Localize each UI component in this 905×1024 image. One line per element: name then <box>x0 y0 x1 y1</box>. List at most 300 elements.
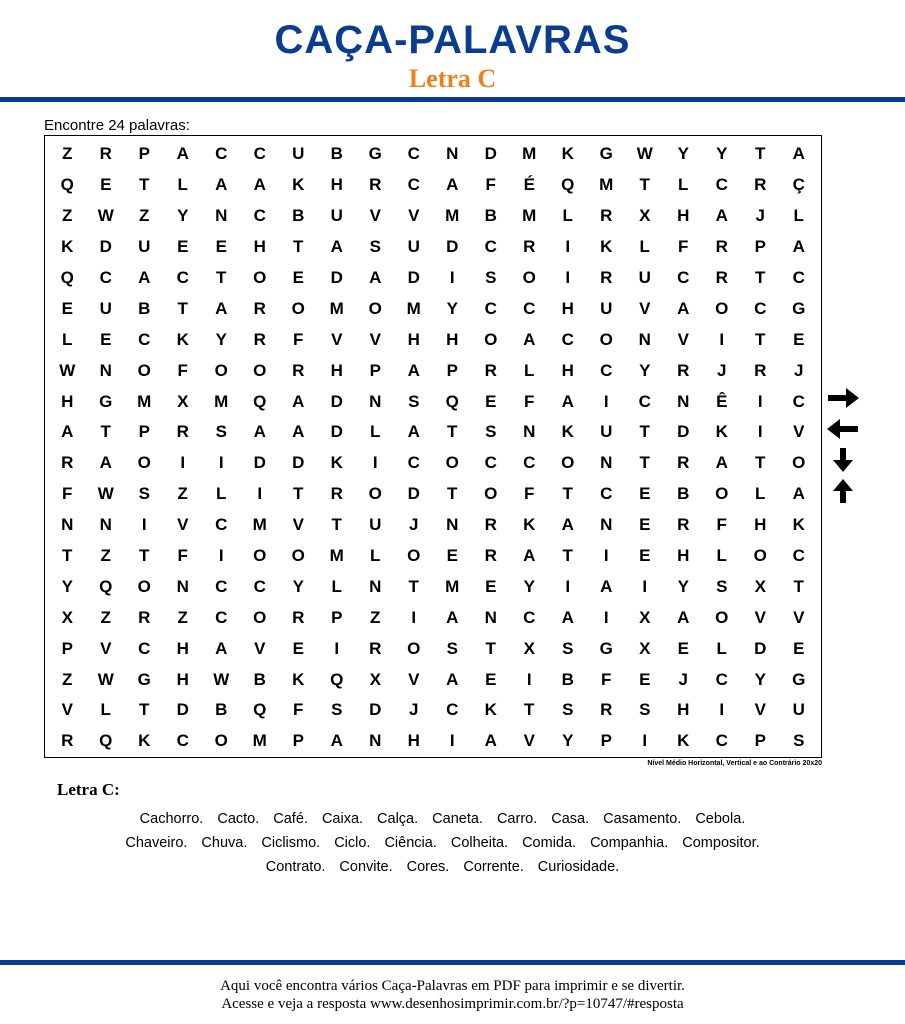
grid-letter[interactable]: H <box>561 298 574 318</box>
grid-letter[interactable]: N <box>523 422 536 442</box>
grid-letter[interactable]: T <box>562 546 573 566</box>
grid-letter[interactable]: Z <box>62 669 73 689</box>
grid-letter[interactable]: D <box>292 453 305 473</box>
grid-letter[interactable]: D <box>446 237 459 257</box>
grid-letter[interactable]: N <box>369 391 382 411</box>
grid-letter[interactable]: O <box>253 360 267 380</box>
grid-letter[interactable]: E <box>677 638 689 658</box>
grid-letter[interactable]: I <box>372 453 378 473</box>
grid-letter[interactable]: R <box>715 237 728 257</box>
grid-letter[interactable]: N <box>99 360 112 380</box>
grid-letter[interactable]: A <box>407 360 420 380</box>
grid-letter[interactable]: P <box>754 237 766 257</box>
grid-letter[interactable]: R <box>253 329 266 349</box>
grid-letter[interactable]: T <box>755 453 766 473</box>
grid-letter[interactable]: O <box>214 360 228 380</box>
grid-letter[interactable]: R <box>61 731 74 751</box>
grid-letter[interactable]: M <box>522 144 537 164</box>
grid-letter[interactable]: Y <box>677 576 689 596</box>
grid-letter[interactable]: V <box>369 206 381 226</box>
grid-letter[interactable]: C <box>253 144 266 164</box>
grid-letter[interactable]: U <box>638 268 651 287</box>
grid-letter[interactable]: J <box>678 669 688 689</box>
grid-letter[interactable]: C <box>715 731 728 751</box>
grid-letter[interactable]: F <box>62 484 73 504</box>
grid-letter[interactable]: O <box>291 546 305 566</box>
grid-letter[interactable]: A <box>330 731 343 751</box>
grid-letter[interactable]: G <box>99 391 113 411</box>
grid-letter[interactable]: V <box>177 515 189 535</box>
grid-letter[interactable]: T <box>639 422 650 442</box>
grid-letter[interactable]: D <box>176 700 189 720</box>
grid-letter[interactable]: O <box>407 638 421 658</box>
grid-letter[interactable]: R <box>754 360 767 380</box>
grid-letter[interactable]: T <box>293 484 304 504</box>
grid-letter[interactable]: N <box>369 731 382 751</box>
grid-letter[interactable]: A <box>484 731 497 751</box>
grid-letter[interactable]: O <box>214 731 228 751</box>
grid-letter[interactable]: U <box>138 237 151 257</box>
grid-letter[interactable]: C <box>99 268 112 287</box>
grid-letter[interactable]: A <box>446 175 459 195</box>
grid-letter[interactable]: V <box>523 731 535 751</box>
grid-letter[interactable]: A <box>792 237 805 257</box>
grid-letter[interactable]: A <box>215 638 228 658</box>
grid-letter[interactable]: I <box>411 607 417 627</box>
grid-letter[interactable]: Q <box>60 268 74 287</box>
grid-letter[interactable]: K <box>561 422 574 442</box>
grid-letter[interactable]: C <box>215 144 228 164</box>
grid-letter[interactable]: E <box>485 669 497 689</box>
grid-letter[interactable]: X <box>754 576 766 596</box>
grid-letter[interactable]: O <box>484 484 498 504</box>
grid-letter[interactable]: C <box>215 576 228 596</box>
grid-letter[interactable]: G <box>368 144 382 164</box>
grid-letter[interactable]: H <box>677 546 690 566</box>
grid-letter[interactable]: Z <box>139 206 150 226</box>
grid-letter[interactable]: D <box>330 422 343 442</box>
grid-letter[interactable]: Z <box>62 144 73 164</box>
grid-letter[interactable]: T <box>331 515 342 535</box>
grid-letter[interactable]: M <box>329 546 344 566</box>
grid-letter[interactable]: O <box>137 576 151 596</box>
grid-letter[interactable]: K <box>715 422 728 442</box>
grid-letter[interactable]: P <box>369 360 381 380</box>
grid-letter[interactable]: Z <box>62 206 73 226</box>
grid-letter[interactable]: L <box>793 206 804 226</box>
grid-letter[interactable]: I <box>757 422 763 442</box>
grid-letter[interactable]: G <box>792 298 806 318</box>
grid-letter[interactable]: S <box>485 268 497 287</box>
grid-letter[interactable]: Y <box>215 329 227 349</box>
grid-letter[interactable]: Y <box>639 360 651 380</box>
grid-letter[interactable]: K <box>61 237 74 257</box>
grid-letter[interactable]: F <box>177 360 188 380</box>
grid-letter[interactable]: L <box>100 700 111 720</box>
grid-letter[interactable]: W <box>97 669 114 689</box>
grid-letter[interactable]: R <box>677 515 690 535</box>
grid-letter[interactable]: C <box>253 206 266 226</box>
grid-letter[interactable]: C <box>215 515 228 535</box>
grid-letter[interactable]: R <box>600 700 613 720</box>
grid-letter[interactable]: W <box>59 360 76 380</box>
grid-letter[interactable]: G <box>599 638 613 658</box>
grid-letter[interactable]: L <box>716 546 727 566</box>
grid-letter[interactable]: N <box>446 515 459 535</box>
grid-letter[interactable]: T <box>755 329 766 349</box>
grid-letter[interactable]: N <box>215 206 228 226</box>
grid-letter[interactable]: R <box>176 422 189 442</box>
grid-letter[interactable]: E <box>292 638 304 658</box>
grid-letter[interactable]: A <box>523 329 536 349</box>
grid-letter[interactable]: X <box>177 391 189 411</box>
grid-letter[interactable]: C <box>792 546 805 566</box>
grid-letter[interactable]: L <box>716 638 727 658</box>
grid-letter[interactable]: X <box>639 206 651 226</box>
grid-letter[interactable]: T <box>755 144 766 164</box>
grid-letter[interactable]: F <box>716 515 727 535</box>
grid-letter[interactable]: S <box>485 422 497 442</box>
grid-letter[interactable]: U <box>407 237 420 257</box>
grid-letter[interactable]: X <box>639 638 651 658</box>
grid-letter[interactable]: L <box>62 329 73 349</box>
grid-letter[interactable]: R <box>484 546 497 566</box>
grid-letter[interactable]: X <box>61 607 73 627</box>
grid-letter[interactable]: R <box>138 607 151 627</box>
grid-letter[interactable]: Z <box>177 484 188 504</box>
grid-letter[interactable]: A <box>138 268 151 287</box>
grid-letter[interactable]: G <box>792 669 806 689</box>
grid-letter[interactable]: P <box>292 731 304 751</box>
grid-letter[interactable]: N <box>61 515 74 535</box>
grid-letter[interactable]: L <box>678 175 689 195</box>
grid-letter[interactable]: W <box>97 484 114 504</box>
grid-letter[interactable]: A <box>369 268 382 287</box>
grid-letter[interactable]: A <box>600 576 613 596</box>
grid-letter[interactable]: S <box>215 422 227 442</box>
grid-letter[interactable]: I <box>565 237 571 257</box>
grid-letter[interactable]: Y <box>716 144 728 164</box>
grid-letter[interactable]: C <box>715 669 728 689</box>
grid-letter[interactable]: K <box>176 329 189 349</box>
grid-letter[interactable]: A <box>561 607 574 627</box>
grid-letter[interactable]: T <box>216 268 227 287</box>
grid-letter[interactable]: K <box>792 515 805 535</box>
grid-letter[interactable]: F <box>524 484 535 504</box>
grid-letter[interactable]: N <box>484 607 497 627</box>
grid-letter[interactable]: C <box>407 453 420 473</box>
grid-letter[interactable]: H <box>446 329 459 349</box>
grid-letter[interactable]: C <box>792 391 805 411</box>
grid-letter[interactable]: R <box>715 268 728 287</box>
grid-letter[interactable]: O <box>753 546 767 566</box>
grid-letter[interactable]: C <box>176 268 189 287</box>
grid-letter[interactable]: R <box>292 607 305 627</box>
grid-letter[interactable]: N <box>600 453 613 473</box>
grid-letter[interactable]: C <box>215 607 228 627</box>
grid-letter[interactable]: D <box>369 700 382 720</box>
grid-letter[interactable]: Y <box>677 144 689 164</box>
grid-letter[interactable]: O <box>522 268 536 287</box>
grid-letter[interactable]: R <box>600 206 613 226</box>
grid-letter[interactable]: V <box>331 329 343 349</box>
grid-letter[interactable]: N <box>176 576 189 596</box>
grid-letter[interactable]: K <box>292 175 305 195</box>
grid-letter[interactable]: S <box>562 638 574 658</box>
grid-letter[interactable]: H <box>176 638 189 658</box>
grid-letter[interactable]: I <box>526 669 532 689</box>
grid-letter[interactable]: E <box>639 669 651 689</box>
grid-letter[interactable]: S <box>408 391 420 411</box>
grid-letter[interactable]: P <box>61 638 73 658</box>
grid-letter[interactable]: Ç <box>792 175 805 195</box>
grid-letter[interactable]: M <box>214 391 229 411</box>
grid-letter[interactable]: C <box>523 298 536 318</box>
grid-letter[interactable]: B <box>253 669 266 689</box>
grid-letter[interactable]: S <box>369 237 381 257</box>
grid-letter[interactable]: R <box>677 453 690 473</box>
grid-letter[interactable]: Q <box>99 731 113 751</box>
grid-letter[interactable]: A <box>407 422 420 442</box>
grid-letter[interactable]: Q <box>330 669 344 689</box>
grid-letter[interactable]: V <box>793 607 805 627</box>
grid-letter[interactable]: Q <box>253 700 267 720</box>
grid-letter[interactable]: M <box>252 515 267 535</box>
grid-letter[interactable]: K <box>523 515 536 535</box>
grid-letter[interactable]: I <box>603 391 609 411</box>
grid-letter[interactable]: J <box>717 360 727 380</box>
grid-letter[interactable]: A <box>215 298 228 318</box>
grid-letter[interactable]: R <box>677 360 690 380</box>
grid-letter[interactable]: B <box>330 144 343 164</box>
grid-letter[interactable]: T <box>447 484 458 504</box>
grid-letter[interactable]: M <box>522 206 537 226</box>
grid-letter[interactable]: R <box>292 360 305 380</box>
grid-letter[interactable]: J <box>409 700 419 720</box>
grid-letter[interactable]: R <box>484 360 497 380</box>
grid-letter[interactable]: E <box>100 329 112 349</box>
grid-letter[interactable]: U <box>600 422 613 442</box>
grid-letter[interactable]: D <box>330 391 343 411</box>
grid-letter[interactable]: T <box>562 484 573 504</box>
grid-letter[interactable]: T <box>793 576 804 596</box>
grid-letter[interactable]: T <box>139 546 150 566</box>
grid-letter[interactable]: D <box>754 638 767 658</box>
grid-letter[interactable]: B <box>677 484 690 504</box>
grid-letter[interactable]: S <box>138 484 150 504</box>
grid-letter[interactable]: S <box>446 638 458 658</box>
grid-letter[interactable]: F <box>177 546 188 566</box>
grid-letter[interactable]: A <box>253 175 266 195</box>
grid-letter[interactable]: G <box>599 144 613 164</box>
grid-letter[interactable]: W <box>213 669 230 689</box>
grid-letter[interactable]: Q <box>445 391 459 411</box>
grid-letter[interactable]: T <box>755 268 766 287</box>
grid-letter[interactable]: C <box>484 237 497 257</box>
grid-letter[interactable]: E <box>639 546 651 566</box>
grid-letter[interactable]: X <box>523 638 535 658</box>
grid-letter[interactable]: C <box>407 175 420 195</box>
grid-letter[interactable]: H <box>677 206 690 226</box>
grid-letter[interactable]: E <box>793 329 805 349</box>
grid-letter[interactable]: Y <box>292 576 304 596</box>
grid-letter[interactable]: C <box>715 175 728 195</box>
grid-letter[interactable]: L <box>216 484 227 504</box>
grid-letter[interactable]: O <box>137 360 151 380</box>
grid-letter[interactable]: L <box>524 360 535 380</box>
grid-letter[interactable]: O <box>253 268 267 287</box>
grid-letter[interactable]: N <box>99 515 112 535</box>
grid-letter[interactable]: T <box>639 175 650 195</box>
grid-letter[interactable]: C <box>561 329 574 349</box>
grid-letter[interactable]: A <box>677 298 690 318</box>
grid-letter[interactable]: C <box>138 329 151 349</box>
grid-letter[interactable]: N <box>446 144 459 164</box>
grid-letter[interactable]: Q <box>99 576 113 596</box>
grid-letter[interactable]: H <box>253 237 266 257</box>
grid-letter[interactable]: U <box>330 206 343 226</box>
grid-letter[interactable]: U <box>792 700 805 720</box>
grid-letter[interactable]: E <box>177 237 189 257</box>
grid-letter[interactable]: X <box>369 669 381 689</box>
grid-letter[interactable]: T <box>293 237 304 257</box>
grid-letter[interactable]: M <box>137 391 152 411</box>
grid-letter[interactable]: O <box>599 329 613 349</box>
grid-letter[interactable]: A <box>715 206 728 226</box>
grid-letter[interactable]: L <box>562 206 573 226</box>
grid-letter[interactable]: D <box>330 268 343 287</box>
grid-letter[interactable]: O <box>368 484 382 504</box>
grid-letter[interactable]: F <box>485 175 496 195</box>
grid-letter[interactable]: B <box>138 298 151 318</box>
grid-letter[interactable]: C <box>792 268 805 287</box>
grid-letter[interactable]: Y <box>523 576 535 596</box>
grid-letter[interactable]: A <box>61 422 74 442</box>
grid-letter[interactable]: Q <box>253 391 267 411</box>
grid-letter[interactable]: I <box>642 576 648 596</box>
grid-letter[interactable]: T <box>639 453 650 473</box>
grid-letter[interactable]: C <box>484 453 497 473</box>
grid-letter[interactable]: N <box>369 576 382 596</box>
grid-letter[interactable]: X <box>639 607 651 627</box>
grid-letter[interactable]: O <box>253 546 267 566</box>
grid-letter[interactable]: F <box>601 669 612 689</box>
grid-letter[interactable]: C <box>176 731 189 751</box>
grid-letter[interactable]: D <box>99 237 112 257</box>
grid-letter[interactable]: I <box>565 268 571 287</box>
grid-letter[interactable]: S <box>716 576 728 596</box>
grid-letter[interactable]: B <box>484 206 497 226</box>
grid-letter[interactable]: E <box>485 391 497 411</box>
grid-letter[interactable]: S <box>331 700 343 720</box>
grid-letter[interactable]: O <box>561 453 575 473</box>
grid-letter[interactable]: R <box>523 237 536 257</box>
grid-letter[interactable]: H <box>561 360 574 380</box>
grid-letter[interactable]: V <box>254 638 266 658</box>
grid-letter[interactable]: V <box>677 329 689 349</box>
grid-letter[interactable]: I <box>603 546 609 566</box>
grid-letter[interactable]: I <box>180 453 186 473</box>
grid-letter[interactable]: L <box>177 175 188 195</box>
grid-letter[interactable]: E <box>446 546 458 566</box>
grid-letter[interactable]: R <box>369 638 382 658</box>
grid-letter[interactable]: Y <box>177 206 189 226</box>
grid-letter[interactable]: Z <box>100 546 111 566</box>
grid-letter[interactable]: L <box>755 484 766 504</box>
grid-letter[interactable]: B <box>292 206 305 226</box>
grid-letter[interactable]: R <box>330 484 343 504</box>
grid-letter[interactable]: E <box>639 515 651 535</box>
grid-letter[interactable]: O <box>715 298 729 318</box>
grid-letter[interactable]: R <box>61 453 74 473</box>
grid-letter[interactable]: K <box>600 237 613 257</box>
grid-letter[interactable]: E <box>485 576 497 596</box>
grid-letter[interactable]: S <box>793 731 805 751</box>
grid-letter[interactable]: C <box>407 144 420 164</box>
grid-letter[interactable]: Ê <box>716 391 728 411</box>
grid-letter[interactable]: F <box>678 237 689 257</box>
grid-letter[interactable]: C <box>600 360 613 380</box>
grid-letter[interactable]: O <box>253 607 267 627</box>
grid-letter[interactable]: O <box>368 298 382 318</box>
grid-letter[interactable]: A <box>330 237 343 257</box>
grid-letter[interactable]: U <box>600 298 613 318</box>
grid-letter[interactable]: V <box>369 329 381 349</box>
grid-letter[interactable]: T <box>485 638 496 658</box>
grid-letter[interactable]: C <box>484 298 497 318</box>
grid-letter[interactable]: F <box>293 329 304 349</box>
grid-letter[interactable]: C <box>446 700 459 720</box>
grid-letter[interactable]: O <box>445 453 459 473</box>
grid-letter[interactable]: T <box>139 175 150 195</box>
grid-letter[interactable]: V <box>754 607 766 627</box>
grid-letter[interactable]: R <box>99 144 112 164</box>
grid-letter[interactable]: I <box>449 268 455 287</box>
grid-letter[interactable]: I <box>218 546 224 566</box>
grid-letter[interactable]: Y <box>562 731 574 751</box>
grid-letter[interactable]: K <box>677 731 690 751</box>
grid-letter[interactable]: P <box>446 360 458 380</box>
grid-letter[interactable]: K <box>292 669 305 689</box>
grid-letter[interactable]: E <box>639 484 651 504</box>
grid-letter[interactable]: C <box>600 484 613 504</box>
grid-letter[interactable]: M <box>406 298 421 318</box>
grid-letter[interactable]: W <box>97 206 114 226</box>
grid-letter[interactable]: T <box>100 422 111 442</box>
grid-letter[interactable]: K <box>561 144 574 164</box>
grid-letter[interactable]: A <box>176 144 189 164</box>
grid-letter[interactable]: C <box>523 607 536 627</box>
grid-letter[interactable]: A <box>253 422 266 442</box>
grid-letter[interactable]: F <box>293 700 304 720</box>
grid-letter[interactable]: Z <box>100 607 111 627</box>
grid-letter[interactable]: R <box>754 175 767 195</box>
grid-letter[interactable]: I <box>642 731 648 751</box>
grid-letter[interactable]: P <box>600 731 612 751</box>
grid-letter[interactable]: B <box>561 669 574 689</box>
grid-letter[interactable]: L <box>331 576 342 596</box>
grid-letter[interactable]: U <box>292 144 305 164</box>
grid-letter[interactable]: O <box>484 329 498 349</box>
grid-letter[interactable]: R <box>369 175 382 195</box>
grid-letter[interactable]: A <box>792 484 805 504</box>
grid-letter[interactable]: E <box>793 638 805 658</box>
grid-letter[interactable]: A <box>446 607 459 627</box>
grid-letter[interactable]: A <box>677 607 690 627</box>
grid-letter[interactable]: I <box>334 638 340 658</box>
grid-letter[interactable]: J <box>794 360 804 380</box>
grid-letter[interactable]: Z <box>177 607 188 627</box>
